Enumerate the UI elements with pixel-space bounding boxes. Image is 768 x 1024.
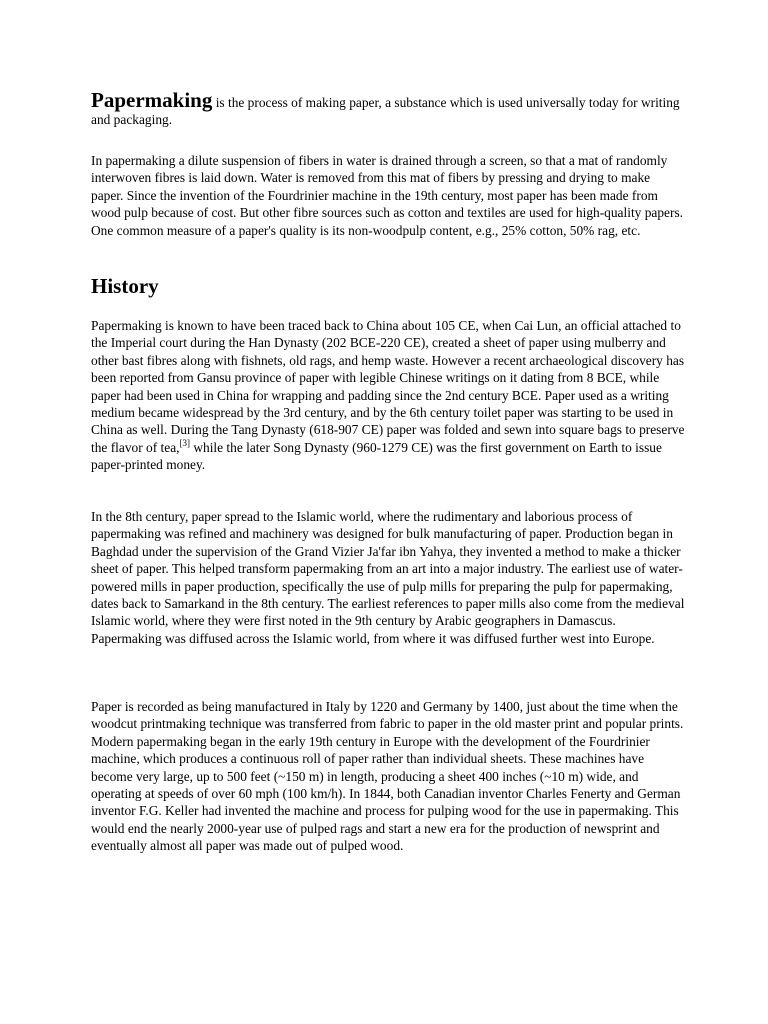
- history-paragraph-1-text-a: Papermaking is known to have been traced back to China about 105 CE, when Cai Lun, an official attached to the Imperial court during the Han Dynasty (202 BCE-220 CE), created a sheet of paper using mulberry and other bast fibres along with fishnets, old rags, and hemp waste. However a recent archaeological discovery has been reported from Gansu province of paper with legible Chinese writings on it dating from 8 BCE, while paper had been used in China for wrapping and padding since the 2nd century BCE. Paper used as a writing medium became widespread by the 3rd century, and by the 6th century toilet paper was starting to be used in China as well. During the Tang Dynasty (618-907 CE) paper was folded and sewn into square bags to preserve the flavor of tea,: [91, 318, 685, 455]
- document-title: Papermaking: [91, 88, 213, 112]
- intro-text: is the process of making paper, a substance which is used universally today for writing and packaging.: [91, 95, 680, 128]
- paragraph-definition: In papermaking a dilute suspension of fibers in water is drained through a screen, so that a mat of randomly interwoven fibres is laid down. Water is removed from this mat of fibers by pressing and drying to make paper. Since the invention of the Fourdrinier machine in the 19th century, most paper has been made from wood pulp because of cost. But other fibre sources such as cotton and textiles are used for high-quality papers. One common measure of a paper's quality is its non-woodpulp content, e.g., 25% cotton, 50% rag, etc.: [91, 153, 683, 238]
- history-paragraph-3: Paper is recorded as being manufactured in Italy by 1220 and Germany by 1400, just about the time when the woodcut printmaking technique was transferred from fabric to paper in the old master print and popular prints. Modern papermaking began in the early 19th century in Europe with the development of the Fourdrinier machine, which produces a continuous roll of paper rather than individual sheets. These machines have become very large, up to 500 feet (~150 m) in length, producing a sheet 400 inches (~10 m) wide, and operating at speeds of over 60 mph (100 km/h). In 1844, both Canadian inventor Charles Fenerty and German inventor F.G. Keller had invented the machine and process for pulping wood for the use in papermaking. This would end the nearly 2000-year use of pulped rags and start a new era for the production of newsprint and eventually almost all paper was made out of pulped wood.: [91, 699, 684, 854]
- history-heading: History: [91, 274, 159, 298]
- history-paragraph-2: In the 8th century, paper spread to the Islamic world, where the rudimentary and laborious process of papermaking was refined and machinery was designed for bulk manufacturing of paper. Production began in Baghdad under the supervision of the Grand Vizier Ja'far ibn Yahya, they invented a method to make a thicker sheet of paper. This helped transform papermaking from an art into a major industry. The earliest use of water-powered mills in paper production, specifically the use of pulp mills for preparing the pulp for papermaking, dates back to Samarkand in the 8th century. The earliest references to paper mills also come from the medieval Islamic world, where they were first noted in the 9th century by Arabic geographers in Damascus. Papermaking was diffused across the Islamic world, from where it was diffused further west into Europe.: [91, 509, 685, 646]
- intro-paragraph: [91, 88, 685, 129]
- history-paragraph-1-text-b: while the later Song Dynasty (960-1279 CE) was the first government on Earth to issue paper-printed money.: [91, 439, 662, 473]
- history-paragraph-1: [91, 317, 685, 474]
- citation-link[interactable]: [3]: [179, 437, 190, 448]
